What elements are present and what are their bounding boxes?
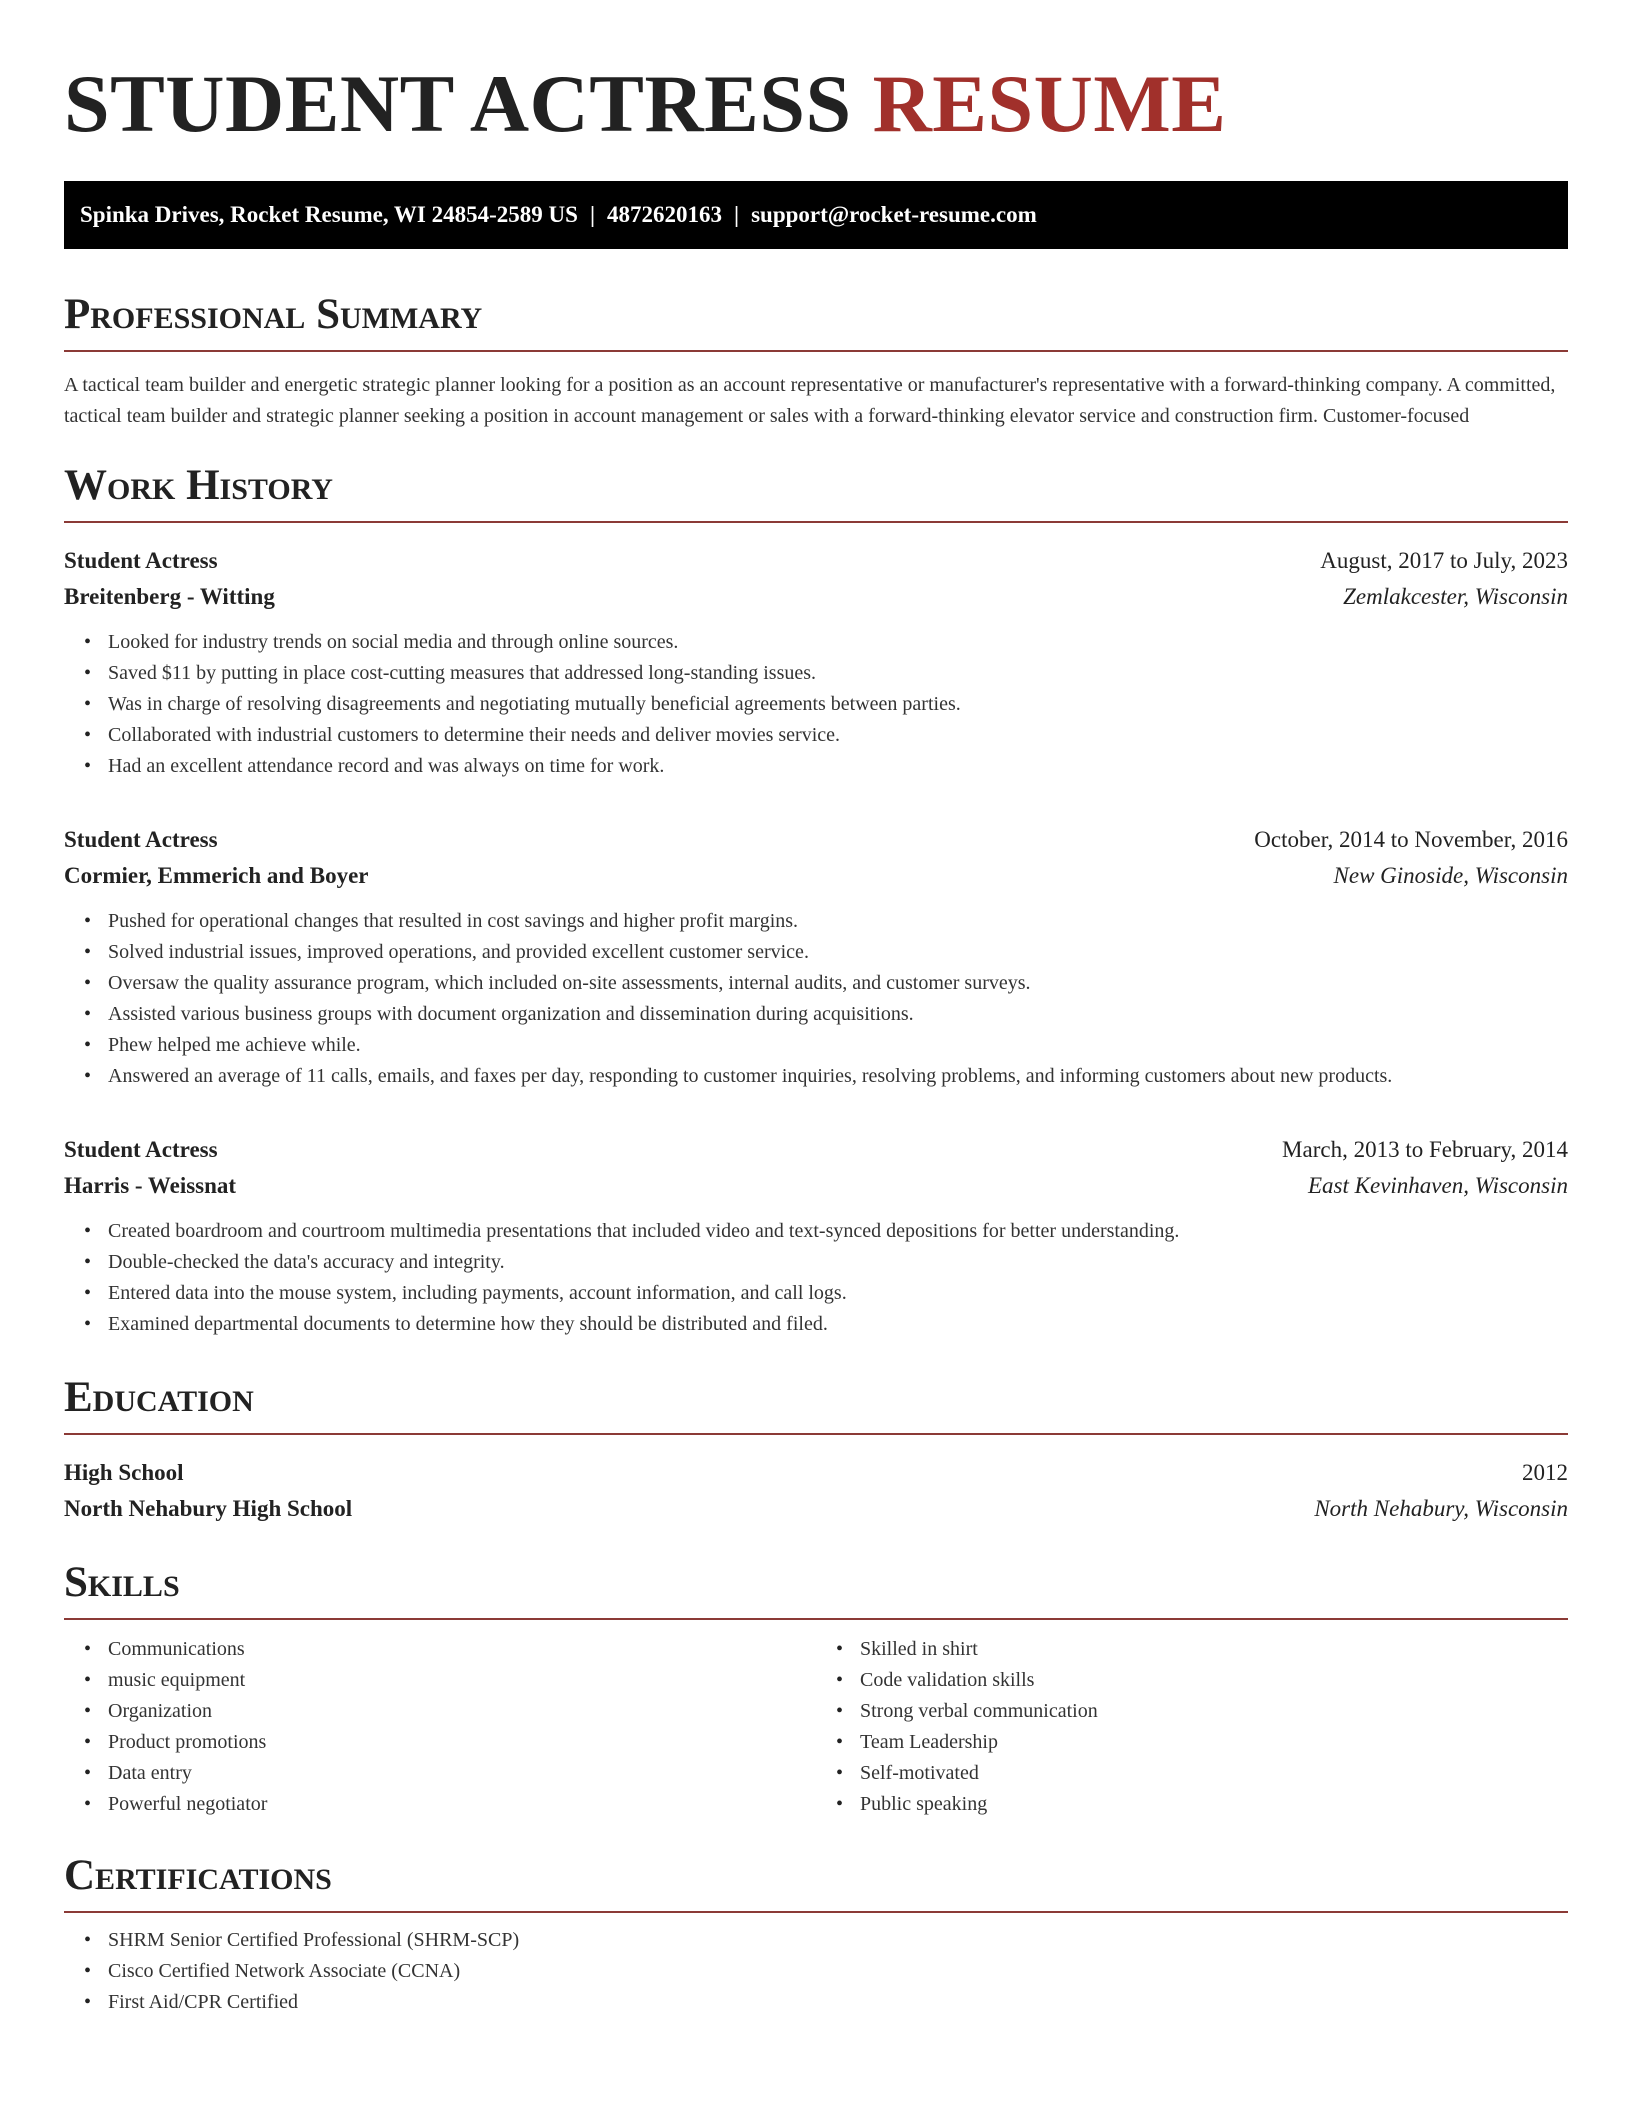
skills-list (816, 1634, 1568, 1820)
certification-item: • Cisco Certified Network Associate (CCNA) (108, 1956, 1568, 1987)
job-company: Cormier, Emmerich and Boyer (64, 863, 369, 888)
job-bullet: • Solved industrial issues, improved operations, and provided excellent customer service. (108, 937, 1568, 968)
job-dates: August, 2017 to July, 2023 (1320, 548, 1568, 573)
skill-item: • Code validation skills (860, 1665, 1568, 1696)
job-title: Student Actress (64, 1137, 218, 1162)
certification-item: • First Aid/CPR Certified (108, 1987, 1568, 2018)
job-title: Student Actress (64, 548, 218, 573)
job-header-row (64, 822, 1568, 858)
skill-item: • Communications (108, 1634, 816, 1665)
job-company-row (64, 858, 1568, 894)
contact-address: Spinka Drives, Rocket Resume, WI 24854-2589 US (80, 202, 578, 227)
job-bullet: • Oversaw the quality assurance program, which included on-site assessments, internal audits, and customer surveys. (108, 968, 1568, 999)
certification-item: • SHRM Senior Certified Professional (SHRM-SCP) (108, 1925, 1568, 1956)
education-degree: High School (64, 1460, 184, 1485)
job-bullet: • Saved $11 by putting in place cost-cutting measures that addressed long-standing issues. (108, 658, 1568, 689)
job-location: East Kevinhaven, Wisconsin (1308, 1173, 1568, 1198)
job-company-row (64, 1168, 1568, 1204)
contact-phone: 4872620163 (607, 202, 723, 227)
job-company-row (64, 579, 1568, 615)
certifications-section (64, 1854, 1568, 2018)
job-header-row (64, 543, 1568, 579)
education-year: 2012 (1522, 1460, 1568, 1485)
summary-section (64, 293, 1568, 432)
section-heading-skills: Skills (64, 1561, 1568, 1620)
job-bullet: • Looked for industry trends on social media and through online sources. (108, 627, 1568, 658)
skills-list (64, 1634, 816, 1820)
title-accent: RESUME (872, 58, 1227, 149)
job-company: Harris - Weissnat (64, 1173, 237, 1198)
skill-item: • Data entry (108, 1758, 816, 1789)
job-dates: March, 2013 to February, 2014 (1282, 1137, 1568, 1162)
work-history-section (64, 464, 1568, 1340)
education-school-row (64, 1491, 1568, 1527)
skill-item: • Self-motivated (860, 1758, 1568, 1789)
skills-section (64, 1561, 1568, 1820)
section-heading-work: Work History (64, 464, 1568, 523)
job-bullets (64, 1216, 1568, 1340)
contact-bar (64, 181, 1568, 249)
job-bullet: • Assisted various business groups with document organization and dissemination during acquisitions. (108, 999, 1568, 1030)
section-heading-education: Education (64, 1376, 1568, 1435)
education-entry (64, 1455, 1568, 1527)
skill-item: • Product promotions (108, 1727, 816, 1758)
job-bullet: • Double-checked the data's accuracy and integrity. (108, 1247, 1568, 1278)
education-degree-row (64, 1455, 1568, 1491)
job-company: Breitenberg - Witting (64, 584, 275, 609)
job-bullet: • Examined departmental documents to determine how they should be distributed and filed. (108, 1309, 1568, 1340)
job-bullet: • Phew helped me achieve while. (108, 1030, 1568, 1061)
skill-item: • music equipment (108, 1665, 816, 1696)
skill-item: • Public speaking (860, 1789, 1568, 1820)
job-bullet: • Pushed for operational changes that resulted in cost savings and higher profit margins. (108, 906, 1568, 937)
job-title: Student Actress (64, 827, 218, 852)
skills-column-left (64, 1634, 816, 1820)
job-bullet: • Was in charge of resolving disagreements and negotiating mutually beneficial agreements between parties. (108, 689, 1568, 720)
skill-item: • Skilled in shirt (860, 1634, 1568, 1665)
job-bullet: • Answered an average of 11 calls, emails, and faxes per day, responding to customer inquiries, resolving problems, and informing customers about new products. (108, 1061, 1568, 1092)
job-bullet: • Had an excellent attendance record and was always on time for work. (108, 751, 1568, 782)
summary-text: A tactical team builder and energetic strategic planner looking for a position as an account representative or manufacturer's representative with a forward-thinking company. A committed, tactical team builder and strategic planner seeking a position in account management or sales with a forward-thinking elevator service and construction firm. Customer-focused (64, 374, 1556, 427)
contact-separator: | (734, 202, 740, 227)
contact-email: support@rocket-resume.com (751, 202, 1037, 227)
certifications-list (64, 1925, 1568, 2018)
job-location: Zemlakcester, Wisconsin (1343, 584, 1568, 609)
skill-item: • Team Leadership (860, 1727, 1568, 1758)
skills-grid (64, 1634, 1568, 1820)
job-bullet: • Entered data into the mouse system, including payments, account information, and call logs. (108, 1278, 1568, 1309)
education-school: North Nehabury High School (64, 1496, 353, 1521)
job-header-row (64, 1132, 1568, 1168)
skill-item: • Strong verbal communication (860, 1696, 1568, 1727)
job-entry (64, 1132, 1568, 1340)
education-location: North Nehabury, Wisconsin (1314, 1496, 1568, 1521)
job-entry (64, 543, 1568, 782)
skill-item: • Powerful negotiator (108, 1789, 816, 1820)
job-bullet: • Collaborated with industrial customers to determine their needs and deliver movies service. (108, 720, 1568, 751)
title-main: STUDENT ACTRESS (64, 58, 852, 149)
job-dates: October, 2014 to November, 2016 (1254, 827, 1568, 852)
job-bullet: • Created boardroom and courtroom multimedia presentations that included video and text-synced depositions for better understanding. (108, 1216, 1568, 1247)
resume-title (64, 58, 1568, 149)
job-entry (64, 822, 1568, 1092)
job-bullets (64, 906, 1568, 1092)
skills-column-right (816, 1634, 1568, 1820)
section-heading-summary: Professional Summary (64, 293, 1568, 352)
job-bullets (64, 627, 1568, 782)
contact-separator: | (589, 202, 596, 227)
section-heading-certifications: Certifications (64, 1854, 1568, 1913)
skill-item: • Organization (108, 1696, 816, 1727)
job-location: New Ginoside, Wisconsin (1333, 863, 1568, 888)
education-section (64, 1376, 1568, 1527)
